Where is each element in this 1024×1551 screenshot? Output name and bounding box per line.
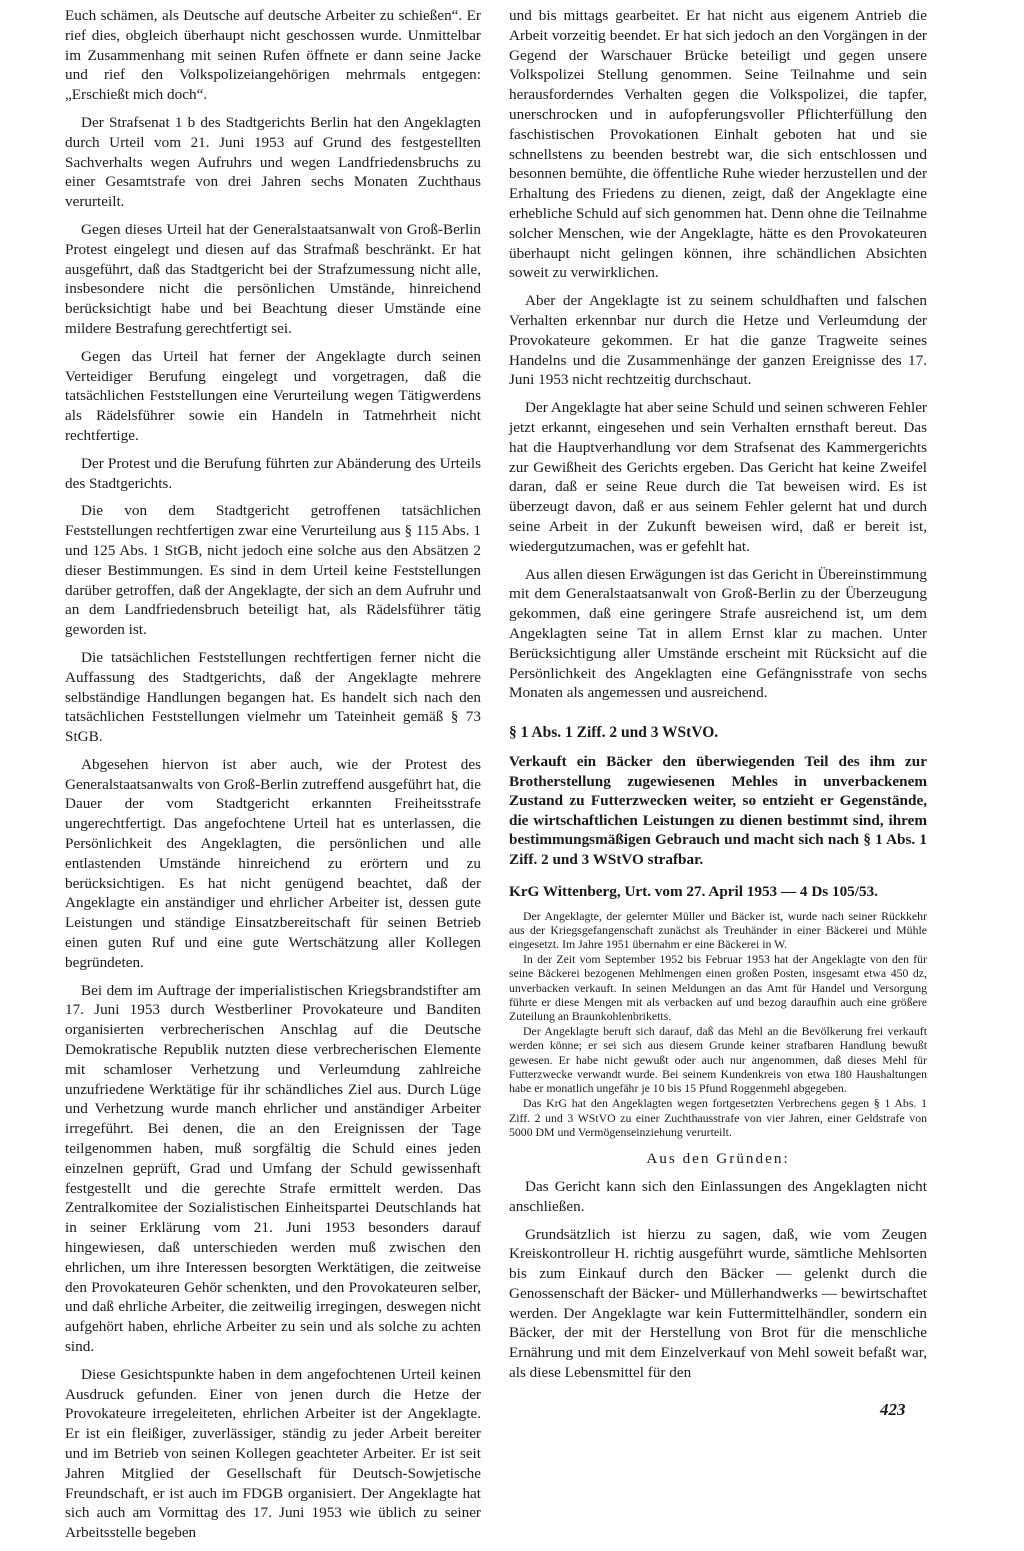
facts-paragraph: Das KrG hat den Angeklagten wegen fortgesetzten Verbrechens gegen § 1 Abs. 1 Ziff. 2 und 3 WStVO zu einer Zuchthausstrafe von vier Jahren, einer Geldstrafe von 5000 DM und Vermögenseinziehung verurteilt. [509, 1096, 927, 1139]
right-column [509, 6, 927, 1391]
grounds-heading: Aus den Gründen: [646, 1149, 790, 1167]
facts-block [509, 909, 927, 1139]
paragraph: Gegen das Urteil hat ferner der Angeklagte durch seinen Verteidiger Berufung eingelegt und vorgetragen, daß die tatsächlichen Feststellungen eine Verurteilung wegen Tätigwerdens als Rädelsführer sowie ein Handeln in Tatmehrheit nicht rechtfertige. [65, 347, 481, 444]
paragraph: Abgesehen hiervon ist aber auch, wie der Protest des Generalstaatsanwalts von Groß-Berlin zutreffend ausgeführt hat, die Dauer der vom Stadtgericht erkannten Freiheitsstrafe ungerechtfertigt. Das angefochtene Urteil hat es unterlassen, die Persönlichkeit des Angeklagten, die persönlichen und alle entlastenden Umstände hinreichend zu erörtern und zu berücksichtigen. Es hat nicht genügend beachtet, daß der Angeklagte ein anständiger und ehrlicher Arbeiter ist, dessen gute Leistungen und ständige Einsatzbereitschaft für seinen Betrieb einen guten Ruf und eine gute Wertschätzung aller Kollegen begründeten. [65, 755, 481, 971]
facts-paragraph: Der Angeklagte, der gelernter Müller und Bäcker ist, wurde nach seiner Rückkehr aus der Kriegsgefangenschaft zunächst als Treuhänder in einer Bäckerei und Mühle eingesetzt. Im Jahre 1951 übernahm er eine Bäckerei in W. [509, 908, 927, 952]
left-column [65, 6, 481, 1551]
paragraph: Der Angeklagte hat aber seine Schuld und seinen schweren Fehler jetzt erkannt, eingesehen und sein Verhalten ernsthaft bereut. Das hat die Hauptverhandlung vor dem Strafsenat des Kammergerichts zur Gewißheit des Gerichts ergeben. Das Gericht hat keine Zweifel daran, daß er seine Reue durch die Tat beweisen wird. Es ist überzeugt davon, daß er aus seinem Fehler gelernt hat und durch seine Arbeit in der Zukunft beweisen wird, daß er bereit ist, wiedergutzumachen, was er gefehlt hat. [509, 399, 927, 555]
paragraph: Gegen dieses Urteil hat der Generalstaatsanwalt von Groß-Berlin Protest eingelegt und diesen auf das Strafmaß beschränkt. Er hat ausgeführt, daß das Stadtgericht bei der Strafzumessung nicht alle, insbesondere nicht die persönlichen Umstände, hinreichend berücksichtigt habe und bei Beachtung dieser Umstände eine mildere Bestrafung gerechtfertigt sei. [65, 220, 481, 337]
paragraph: Aus allen diesen Erwägungen ist das Gericht in Übereinstimmung mit dem Generalstaatsanwalt von Groß-Berlin zu der Überzeugung gekommen, daß eine geringere Strafe ausreichend ist, um dem Angeklagten seine Tat in allem Ernst klar zu machen. Unter Berücksichtigung aller Umstände erscheint mit Rücksicht auf die Persönlichkeit des Angeklagten eine Gefängnisstrafe von sechs Monaten als angemessen und ausreichend. [509, 565, 927, 702]
case-citation: KrG Wittenberg, Urt. vom 27. April 1953 — 4 Ds 105/53. [509, 882, 878, 900]
paragraph: Die tatsächlichen Feststellungen rechtfertigen ferner nicht die Auffassung des Stadtgerichts, daß der Angeklagte mehrere selbständige Handlungen begangen hat. Es handelt sich nach den tatsächlichen Feststellungen vielmehr um Tateinheit gemäß § 73 StGB. [65, 648, 481, 746]
paragraph: Der Strafsenat 1 b des Stadtgerichts Berlin hat den Angeklagten durch Urteil vom 21. Juni 1953 auf Grund des festgestellten Sachverhalts wegen Aufruhrs und wegen Landfriedensbruchs zu einer Gesamtstrafe von drei Jahren sechs Monaten Zuchthaus verurteilt. [65, 113, 481, 211]
facts-paragraph: Der Angeklagte beruft sich darauf, daß das Mehl an die Bevölkerung frei verkauft werden könne; er sei sich aus diesem Grunde keiner strafbaren Handlung bewußt gewesen. Er habe nicht gewußt oder auch nur angenommen, daß dieses Mehl für Futterzwecke verwandt wurde. Bei seinem Kundenkreis von etwa 180 Haushaltungen habe er monatlich ungefähr je 10 bis 15 Pfund Roggenmehl abgegeben. [509, 1024, 927, 1096]
paragraph: Das Gericht kann sich den Einlassungen des Angeklagten nicht anschließen. [509, 1177, 927, 1215]
paragraph: und bis mittags gearbeitet. Er hat nicht aus eigenem Antrieb die Arbeit vorzeitig beendet. Er hat sich jedoch an den Vorgängen in der Gegend der Warschauer Brücke beteiligt und gegen unsere Volkspolizei Stellung genommen. Seine Teilnahme und sein herausforderndes Verhalten gegen die Volkspolizei, die tapfer, unerschrocken und in aufopferungsvoller Pflichterfüllung den faschistischen Provokationen Einhalt geboten hat und sie schnellstens zu beenden bestrebt war, die sich entschlossen und besonnen bemühte, die öffentliche Ruhe wieder herzustellen und der Erhaltung des Friedens zu dienen, zeigt, daß der Angeklagte eine erhebliche Schuld auf sich genommen hat. Denn ohne die Teilnahme solcher Menschen, wie der Angeklagte, hätte es den Provokateuren überhaupt nicht gelingen können, ihre schändlichen Absichten soweit zu verwirklichen. [509, 7, 927, 282]
paragraph: Bei dem im Auftrage der imperialistischen Kriegsbrandstifter am 17. Juni 1953 durch Westberliner Provokateure und Banditen organisierten verbrecherischen Anschlag auf die Deutsche Demokratische Republik nutzten diese verbrecherischen Elemente mit schamloser Verhetzung und Verleumdung zahlreiche unzufriedene Werktätige für ihr schändliches Ziel aus. Durch Lüge und Verhetzung wurde manch ehrlicher und anständiger Arbeiter irregeführt. Bei denen, die an den Ereignissen der Tage teilgenommen haben, muß sorgfältig die Schuld eines jeden einzelnen geprüft, Grad und Umfang der Schuld gewissenhaft festgestellt und die gerechte Strafe ermittelt werden. Das Zentralkomitee der Sozialistischen Einheitspartei Deutschlands hat in seiner Erklärung vom 21. Juni 1953 besonders darauf hingewiesen, daß unterschieden werden muß zwischen den ehrlichen, um ihre Interessen besorgten Werktätigen, die zeitweise den Provokateuren Gehör schenkten, und den Provokateuren selber, und daß ehrliche Arbeiter, die zeitweilig irregingen, deswegen nicht aufgehört haben, ehrliche Arbeiter zu sein und als solche zu achten sind. [65, 981, 481, 1355]
section-heading: § 1 Abs. 1 Ziff. 2 und 3 WStVO. [509, 724, 719, 742]
paragraph: Die von dem Stadtgericht getroffenen tatsächlichen Feststellungen rechtfertigen zwar eine Verurteilung aus § 115 Abs. 1 und 125 Abs. 1 StGB, nicht jedoch eine solche aus den Absätzen 2 dieser Bestimmungen. Es sind in dem Urteil keine Feststellungen darüber getroffen, daß der Angeklagte, der sich an dem Aufruhr und an dem Landfriedensbruch beteiligt hat, als Rädelsführer tätig geworden ist. [65, 502, 481, 639]
paragraph: Aber der Angeklagte ist zu seinem schuldhaften und falschen Verhalten erkennbar nur durch die Hetze und Verleumdung der Provokateure gekommen. Er hat die ganze Tragweite seines Handelns und die Zusammenhänge der ganzen Ereignisse des 17. Juni 1953 nicht rechtzeitig durchschaut. [509, 292, 927, 389]
paragraph: Diese Gesichtspunkte haben in dem angefochtenen Urteil keinen Ausdruck gefunden. Einer von jenen durch die Hetze der Provokateure irregeleiteten, ehrlichen Arbeiter ist der Angeklagte. Er ist ein fleißiger, zuverlässiger, ständig zu jeder Arbeit bereiter und im Betrieb von seinen Kollegen geachteter Arbeiter. Er ist seit Jahren Mitglied der Gesellschaft für Deutsch-Sowjetische Freundschaft, er ist auch im FDGB organisiert. Der Angeklagte hat sich auch am Vormittag des 17. Juni 1953 wie üblich zu seiner Arbeitsstelle begeben [65, 1365, 481, 1542]
headnote: Verkauft ein Bäcker den überwiegenden Teil des ihm zur Brotherstellung zugewiesenen Mehles in unverbackenem Zustand zu Futterzwecken weiter, so entzieht er Gegenstände, die wirtschaftlichen Leistungen zu dienen bestimmt sind, ihrem bestimmungsmäßigen Gebrauch und macht sich nach § 1 Abs. 1 Ziff. 2 und 3 WStVO strafbar. [509, 753, 927, 869]
paragraph: Euch schämen, als Deutsche auf deutsche Arbeiter zu schießen“. Er rief dies, obgleich überhaupt nicht geschossen wurde. Unmittelbar im Zusammenhang mit seinen Rufen öffnete er dann seine Jacke und rief den Volkspolizeiangehörigen mehrmals entgegen: „Erschießt mich doch“. [65, 7, 481, 104]
page-number: 423 [880, 1400, 906, 1419]
paragraph: Grundsätzlich ist hierzu zu sagen, daß, wie vom Zeugen Kreiskontrolleur H. richtig ausgeführt wurde, sämtliche Mehlsorten bis zum Einkauf durch den Bäcker — gelenkt durch die Genossenschaft der Bäcker- und Müllerhandwerks — bewirtschaftet werden. Der Angeklagte war kein Futtermittelhändler, sondern ein Bäcker, der mit der Herstellung von Brot für die menschliche Ernährung und mit dem Einzelverkauf von Mehl soweit befaßt war, als diese Lebensmittel für den [509, 1225, 927, 1382]
paragraph: Der Protest und die Berufung führten zur Abänderung des Urteils des Stadtgerichts. [65, 454, 481, 492]
facts-paragraph: In der Zeit vom September 1952 bis Februar 1953 hat der Angeklagte von den für seine Bäckerei bezogenen Mehlmengen einen großen Posten, insgesamt etwa 450 dz, unverbacken verkauft. In seinen Meldungen an das Amt für Handel und Versorgung führte er diese Mengen mit als verbacken auf und bezog daraufhin auch eine größere Zuteilung an Braunkohlenbriketts. [509, 952, 927, 1024]
